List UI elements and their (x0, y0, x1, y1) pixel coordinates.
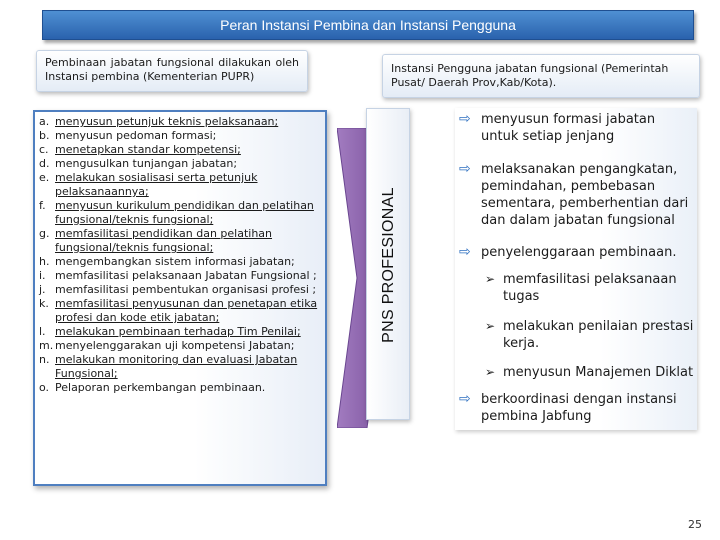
sub-list-item: ➢ menyusun Manajemen Diklat (485, 365, 694, 380)
check-arrow-icon: ➢ (485, 272, 496, 286)
left-header: Pembinaan jabatan fungsional dilakukan oleh Instansi pembina (Kementerian PUPR) (36, 50, 308, 92)
sub-list-item: ➢ memfasilitasi pelaksanaan tugas (485, 272, 677, 304)
check-arrow-icon: ➢ (485, 319, 496, 333)
list-item: m. menyelenggarakan uji kompetensi Jabatan; (39, 339, 295, 352)
right-header: Instansi Pengguna jabatan fungsional (Pemerintah Pusat/ Daerah Prov,Kab/Kota). (382, 54, 700, 98)
slide-title: Peran Instansi Pembina dan Instansi Pengguna (42, 10, 694, 40)
instansi-pengguna-list (455, 108, 697, 430)
list-item: d. mengusulkan tunjangan jabatan; (39, 157, 238, 170)
list-item: h. mengembangkan sistem informasi jabatan; (39, 255, 295, 268)
right-arrow-outline-icon: ⇨ (459, 244, 471, 260)
list-item: c. menetapkan standar kompetensi; (39, 143, 241, 156)
list-item: b. menyusun pedoman formasi; (39, 129, 217, 142)
page-number: 25 (688, 518, 702, 531)
list-item: g. memfasilitasi pendidikan dan pelatihan fungsional/teknis fungsional; (39, 227, 273, 254)
list-item: j. memfasilitasi pembentukan organisasi profesi ; (39, 283, 317, 296)
list-item: l. melakukan pembinaan terhadap Tim Penilai; (39, 325, 301, 338)
list-item: n. melakukan monitoring dan evaluasi Jabatan Fungsional; (39, 353, 298, 380)
list-item: e. melakukan sosialisasi serta petunjuk pelaksanaannya; (39, 171, 258, 198)
center-label: PNS PROFESIONAL (380, 187, 397, 343)
sub-list-item: ➢ melakukan penilaian prestasi kerja. (485, 319, 694, 351)
pns-profesional-box (366, 108, 410, 420)
right-arrow-outline-icon: ⇨ (459, 391, 471, 407)
list-item: o. Pelaporan perkembangan pembinaan. (39, 381, 266, 394)
list-item: ⇨ berkoordinasi dengan instansi pembina Jabfung (459, 391, 677, 424)
list-item: ⇨ menyusun formasi jabatan untuk setiap jenjang (459, 111, 656, 144)
list-item: ⇨ melaksanakan pengangkatan, pemindahan, pembebasan sementara, pemberhentian dari dan dalam jabatan fungsional (459, 161, 689, 228)
list-item: ⇨ penyelenggaraan pembinaan. (459, 244, 677, 260)
instansi-pembina-list (33, 110, 327, 486)
list-item: f. menyusun kurikulum pendidikan dan pelatihan fungsional/teknis fungsional; (39, 199, 314, 226)
right-arrow-outline-icon: ⇨ (459, 161, 471, 177)
list-item: i. memfasilitasi pelaksanaan Jabatan Fungsional ; (39, 269, 317, 282)
right-arrow-outline-icon: ⇨ (459, 111, 471, 127)
check-arrow-icon: ➢ (485, 365, 496, 379)
pembina-duties-list (39, 115, 321, 395)
list-item: a. menyusun petunjuk teknis pelaksanaan; (39, 115, 279, 128)
list-item: k. memfasilitasi penyusunan dan penetapan etika profesi dan kode etik jabatan; (39, 297, 318, 324)
